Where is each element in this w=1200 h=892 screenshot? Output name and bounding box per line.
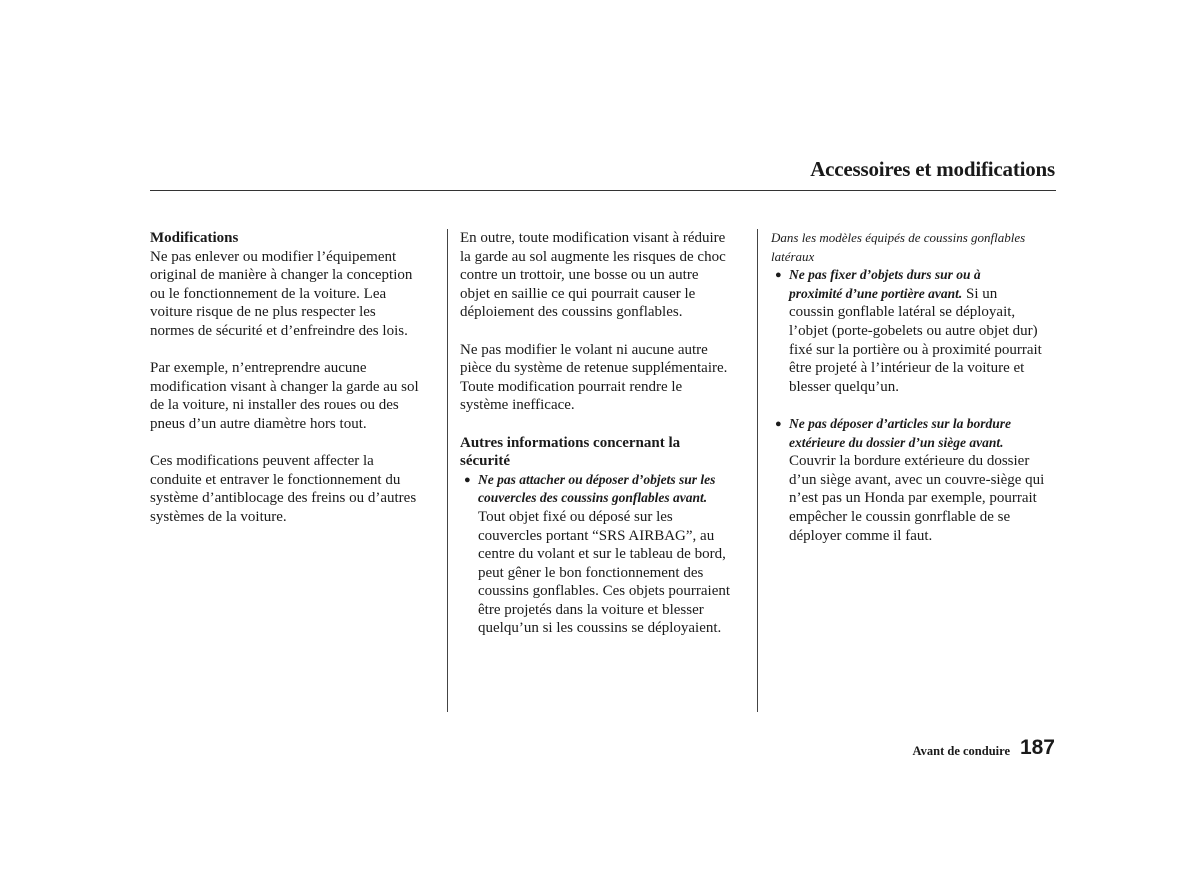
bullet-text: l’objet (porte-gobelets ou autre objet dur) — [789, 322, 1038, 339]
bullet-text: déployer comme il faut. — [789, 527, 933, 544]
bullet-emphasis: Ne pas déposer d’articles sur la bordure — [789, 415, 1011, 431]
page-title: Accessoires et modifications — [810, 157, 1055, 181]
bullet-text: Tout objet fixé ou déposé sur les — [478, 508, 673, 525]
section-heading-safety: Autres informations concernant la — [460, 434, 681, 451]
bullet-text: être projetés dans la voiture et blesser — [478, 601, 704, 618]
paragraph-line: normes de sécurité et d’enfreindre des lois. — [150, 322, 408, 339]
column-divider — [757, 229, 758, 712]
paragraph-line: systèmes de la voiture. — [150, 508, 287, 525]
section-heading-modifications: Modifications — [150, 230, 239, 246]
bullet-text: être projeté à l’intérieur de la voiture et — [789, 360, 1025, 377]
bullet-text: quelqu’un si les coussins se déployaient. — [478, 620, 722, 637]
paragraph-line: Ne pas modifier le volant ni aucune autre — [460, 341, 708, 358]
column-2 — [460, 229, 750, 638]
bullet-item-door-objects — [771, 266, 1056, 396]
paragraph-line: la garde au sol augmente les risques de choc — [460, 248, 726, 265]
bullet-text: coussin gonflable latéral se déployait, — [789, 304, 1016, 321]
bullet-text: couvercles portant “SRS AIRBAG”, au — [478, 527, 715, 544]
paragraph-line: système d’antiblocage des freins ou d’autres — [150, 490, 417, 507]
bullet-text: blesser quelqu’un. — [789, 378, 899, 395]
bullet-text: Si un — [962, 285, 998, 302]
bullet-text: n’est pas un Honda par exemple, pourrait — [789, 490, 1037, 507]
bullet-icon: ● — [775, 269, 782, 282]
paragraph-line: objet en saillie ce qui pourrait causer le — [460, 285, 696, 302]
section-heading-safety: sécurité — [460, 453, 510, 470]
side-airbag-note: latéraux — [771, 248, 815, 264]
paragraph-line: original de manière à changer la conception — [150, 267, 413, 284]
side-airbag-note: Dans les modèles équipés de coussins gonflables — [771, 230, 1026, 245]
paragraph-line: conduite et entraver le fonctionnement du — [150, 471, 401, 488]
bullet-text: d’un siège avant, avec un couvre-siège qui — [789, 471, 1045, 488]
paragraph-line: Par exemple, n’entreprendre aucune — [150, 360, 367, 377]
bullet-item-seat-back — [771, 415, 1056, 545]
paragraph-line: déploiement des coussins gonflables. — [460, 304, 683, 321]
column-1 — [150, 229, 440, 527]
footer-section-label: Avant de conduire — [912, 744, 1010, 758]
bullet-text: peut gêner le bon fonctionnement des — [478, 564, 704, 581]
bullet-emphasis: Ne pas attacher ou déposer d’objets sur les — [478, 471, 716, 487]
paragraph-line: Ces modifications peuvent affecter la — [150, 453, 374, 470]
bullet-emphasis: extérieure du dossier d’un siège avant. — [789, 434, 1004, 450]
paragraph-line: modification visant à changer la garde au sol — [150, 378, 419, 395]
paragraph-line: de la voiture, ni installer des roues ou des — [150, 397, 399, 414]
bullet-text: Couvrir la bordure extérieure du dossier — [789, 453, 1030, 470]
column-3 — [771, 229, 1056, 545]
paragraph-line: contre un trottoir, une bosse ou un autre — [460, 267, 699, 284]
column-divider — [447, 229, 448, 712]
bullet-emphasis: couvercles des coussins gonflables avant. — [478, 490, 708, 506]
paragraph-line: Toute modification pourrait rendre le — [460, 378, 683, 395]
bullet-text: fixé sur la portière ou à proximité pourrait — [789, 341, 1042, 358]
page-number: 187 — [1019, 736, 1055, 759]
paragraph-line: pièce du système de retenue supplémentaire. — [460, 360, 728, 377]
bullet-icon: ● — [464, 473, 471, 486]
paragraph-line: Ne pas enlever ou modifier l’équipement — [150, 248, 397, 265]
paragraph-line: ou le fonctionnement de la voiture. Lea — [150, 285, 387, 302]
paragraph-line: voiture risque de ne plus respecter les — [150, 304, 376, 321]
bullet-emphasis: Ne pas fixer d’objets durs sur ou à — [789, 267, 981, 283]
paragraph-line: pneus d’un autre diamètre hors tout. — [150, 415, 367, 432]
header-rule — [150, 190, 1056, 191]
bullet-text: empêcher le coussin gonrflable de se — [789, 508, 1011, 525]
bullet-text: centre du volant et sur le tableau de bord, — [478, 546, 726, 563]
paragraph-line: système inefficace. — [460, 397, 575, 414]
paragraph-line: En outre, toute modification visant à réduire — [460, 230, 726, 246]
bullet-emphasis: proximité d’une portière avant. — [789, 285, 963, 301]
bullet-text: coussins gonflables. Ces objets pourraient — [478, 583, 731, 600]
bullet-icon: ● — [775, 417, 782, 430]
bullet-item-airbag-covers — [460, 471, 750, 638]
